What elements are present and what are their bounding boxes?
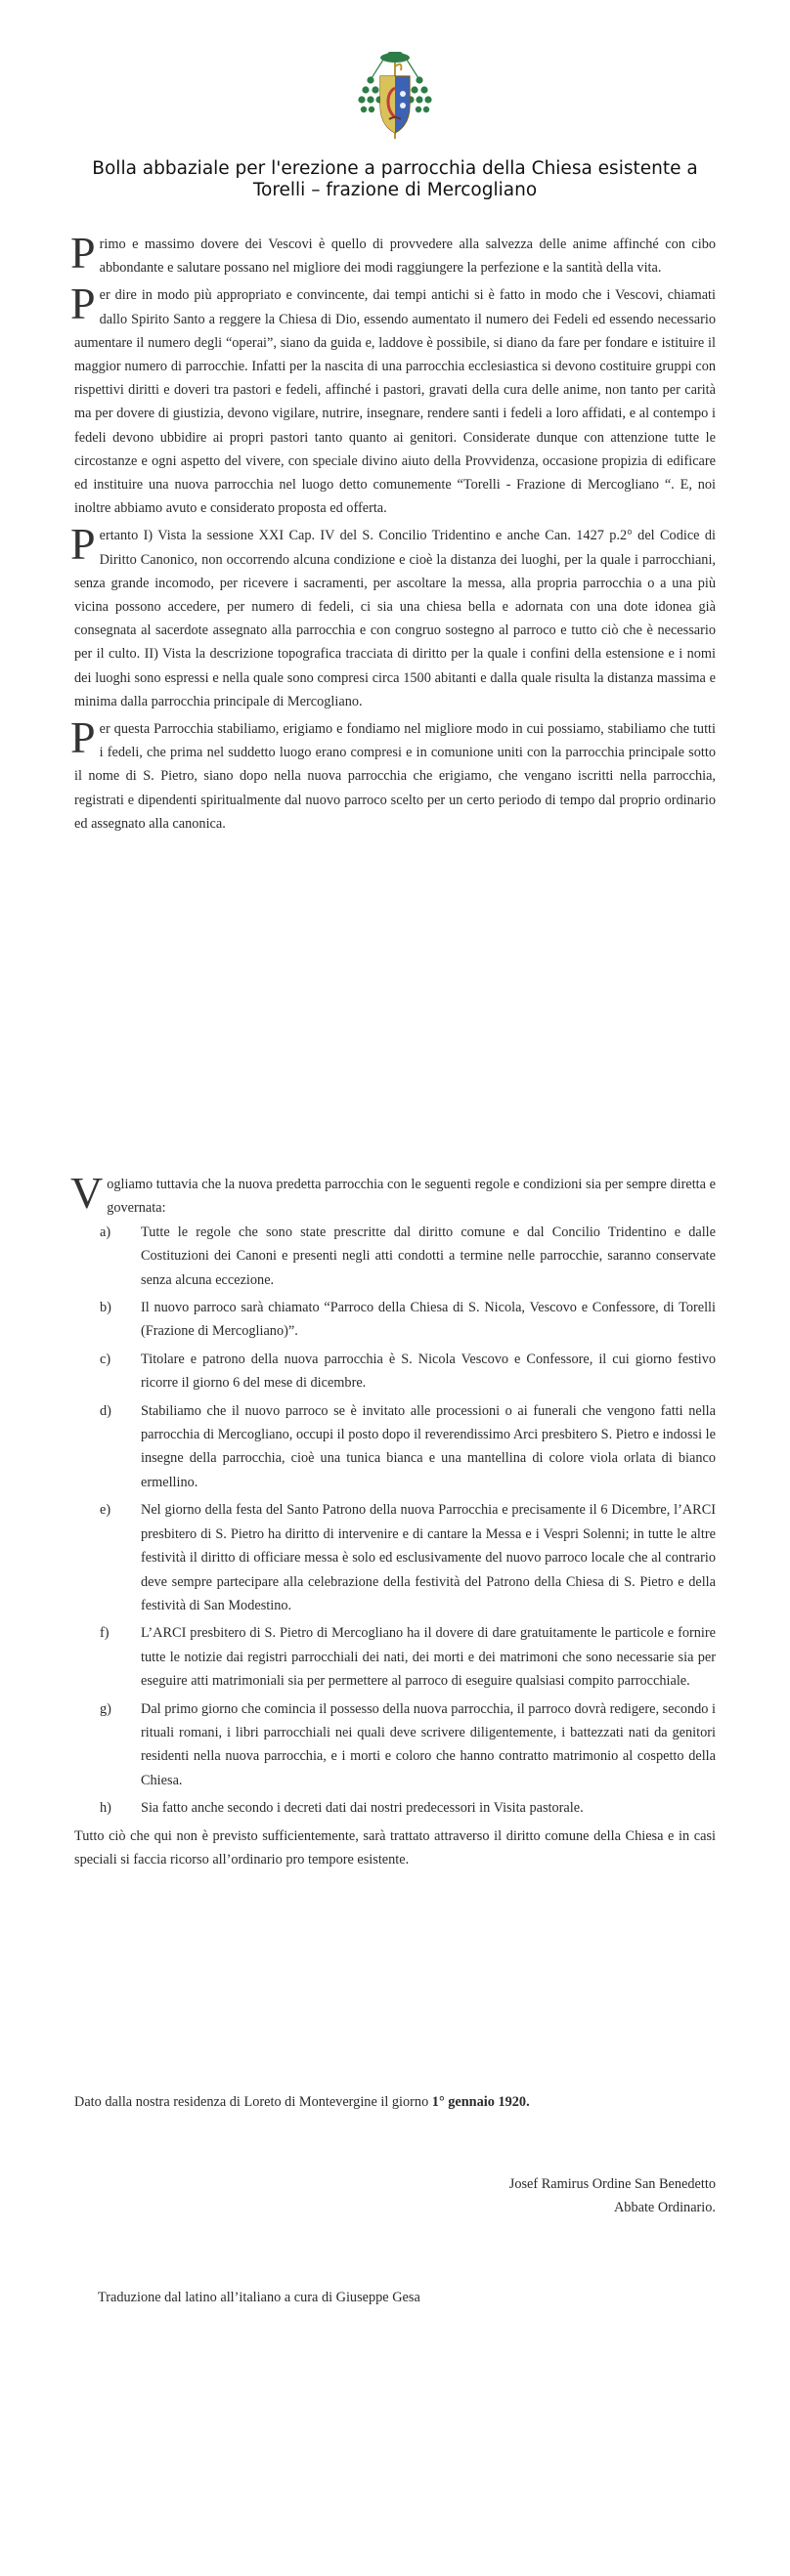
list-marker: d) bbox=[100, 1402, 111, 1419]
list-item bbox=[100, 1399, 716, 1495]
list-item-text: Sia fatto anche secondo i decreti dati dai nostri predecessori in Visita pastorale. bbox=[141, 1800, 584, 1817]
list-item-text: Tutte le regole che sono state prescritte dal diritto comune e dal Concilio Tridentino e dalle Costituzioni dei Canoni e presenti negli atti condotti a termine nelle parrocchie, saranno conservate senza alcuna eccezione. bbox=[141, 1224, 716, 1288]
list-item-text: Dal primo giorno che comincia il possesso della nuova parrocchia, il parroco dovrà redigere, secondo i rituali romani, i libri parrocchiali nei quali deve scrivere diligentemente, i battezzati nati da genitori residenti nella nuova parrocchia, e i morti e coloro che hanno contratto matrimonio al cospetto della Chiesa. bbox=[141, 1700, 716, 1788]
list-item bbox=[100, 1621, 716, 1693]
conditions-closing: Tutto ciò che qui non è previsto sufficientemente, sarà trattato attraverso il diritto comune della Chiesa e in casi speciali si faccia ricorso all’ordinario pro tempore esistente. bbox=[74, 1827, 716, 1868]
date-line bbox=[74, 2094, 530, 2111]
conditions-section bbox=[70, 1168, 716, 1871]
signatory-role: Abbate Ordinario. bbox=[613, 2200, 716, 2215]
conditions-list bbox=[74, 1221, 716, 1821]
signature-block bbox=[509, 2172, 716, 2219]
list-item-text: L’ARCI presbitero di S. Pietro di Mercogliano ha il dovere di dare gratuitamente le particole e fornire tutte le notizie dai registri parrocchiali dei nati, dei morti e dei matrimoni che sono necessarie sia per eseguire atti matrimoniali sia per permettere al parroco di eseguire qualsiasi compito parrocchiale. bbox=[141, 1625, 716, 1690]
body-text bbox=[70, 228, 716, 839]
translation-note: Traduzione dal latino all’italiano a cura di Giuseppe Gesa bbox=[98, 2290, 420, 2305]
title-line-2: Torelli – frazione di Mercogliano bbox=[252, 180, 538, 200]
date-prefix: Dato dalla nostra residenza di Loreto di Montevergine il giorno bbox=[74, 2094, 432, 2110]
paragraph-1: Primo e massimo dovere dei Vescovi è quello di provvedere alla salvezza delle anime affinché con cibo abbondante e salutare possano nel migliore dei modi raggiungere la perfezione e la santità della vita. bbox=[70, 228, 716, 278]
list-marker: g) bbox=[100, 1700, 111, 1717]
list-item bbox=[100, 1796, 716, 1820]
conditions-intro: Vogliamo tuttavia che la nuova predetta parrocchia con le seguenti regole e condizioni sia per sempre diretta e governata: bbox=[70, 1168, 716, 1218]
list-marker: f) bbox=[100, 1625, 110, 1642]
abbatial-coat-of-arms-icon bbox=[354, 49, 436, 143]
list-item bbox=[100, 1498, 716, 1617]
list-item bbox=[100, 1296, 716, 1344]
list-marker: h) bbox=[100, 1800, 111, 1817]
issue-date: 1° gennaio 1920. bbox=[431, 2094, 530, 2110]
paragraph-2: Per dire in modo più appropriato e convincente, dai tempi antichi si è fatto in modo che i Vescovi, chiamati dallo Spirito Santo a reggere la Chiesa di Dio, essendo aumentato il numero dei Fedeli ed essendo necessario aumentare il numero degli “operai”, siano da guida e, laddove è possibile, si diano da fare per fondare e istituire il maggior numero di parrocchie. Infatti per la nascita di una parrocchia ecclesiastica si devono costituire gruppi con rispettivi diritti e doveri tra pastori e fedeli, affinché i pastori, gravati della cura delle anime, non tanto per carità ma per dovere di giustizia, devono vigilare, nutrire, insegnare, rendere santi i fedeli a loro affidati, e al contempo i fedeli devono ubbidire ai propri pastori tanto quanto ai genitori. Considerate dunque con attenzione tutte le circostanze e ogni aspetto del vivere, con speciale divino aiuto della Provvidenza, occasione propizia di edificare ed instituire una nuova parrocchia nel luogo detto comunemente “Torelli - Frazione di Mercogliano “. E, noi inoltre abbiamo avuto e considerato proposta ed offerta. bbox=[70, 279, 716, 517]
list-item bbox=[100, 1697, 716, 1793]
list-marker: a) bbox=[100, 1224, 111, 1240]
list-item bbox=[100, 1348, 716, 1395]
paragraph-3: Pertanto I) Vista la sessione XXI Cap. IV del S. Concilio Tridentino e anche Can. 1427 p.2° del Codice di Diritto Canonico, non occorrendo alcuna condizione e cioè la distanza dei luoghi, per la quale i parrocchiani, senza grande incomodo, per ricevere i sacramenti, per ascoltare la messa, alla propria parrocchia o a una più vicina possono accedere, per numero di fedeli, ci sia una chiesa bella e adornata con una dote idonea già consegnata al sacerdote assegnato alla parrocchia e con congruo sostegno al parroco e tutto ciò che è necessario per il culto. II) Vista la descrizione topografica tracciata di diritto per la quale i confini della estensione e i nomi dei luoghi sono espressi e nella quale sono compresi circa 1500 abitanti e dalla quale risulta la distanza massima e minima dalla parrocchia principale di Mercogliano. bbox=[70, 519, 716, 709]
list-item-text: Il nuovo parroco sarà chiamato “Parroco della Chiesa di S. Nicola, Vescovo e Confessore, di Torelli (Frazione di Mercogliano)”. bbox=[141, 1300, 716, 1340]
list-item-text: Nel giorno della festa del Santo Patrono della nuova Parrocchia e precisamente il 6 Dicembre, l’ARCI presbitero di S. Pietro ha diritto di intervenire e di cantare la Messa e i Vespri Solenni; in tutte le altre festività il diritto di officiare messa è solo ed esclusivamente del nuovo parroco locale che al contrario deve sempre partecipare alla celebrazione della festività del Patrono della Chiesa di S. Pietro e della festività di San Modestino. bbox=[141, 1502, 716, 1613]
list-marker: c) bbox=[100, 1351, 111, 1367]
list-marker: b) bbox=[100, 1300, 111, 1316]
list-item bbox=[100, 1221, 716, 1292]
list-item-text: Titolare e patrono della nuova parrocchia è S. Nicola Vescovo e Confessore, il cui giorno festivo ricorre il giorno 6 del mese di dicembre. bbox=[141, 1351, 716, 1392]
paragraph-4: Per questa Parrocchia stabiliamo, erigiamo e fondiamo nel migliore modo in cui possiamo, stabiliamo che tutti i fedeli, che prima nel suddetto luogo erano compresi e in comunione uniti con la parrocchia principale sotto il nome di S. Pietro, siano dopo nella nuova parrocchia che erigiamo, che vengano iscritti nella parrocchia, registrati e dipendenti spiritualmente dal nuovo parroco scelto per un certo periodo di tempo dal proprio ordinario ed assegnato alla canonica. bbox=[70, 712, 716, 832]
title-line-1: Bolla abbaziale per l'erezione a parrocchia della Chiesa esistente a bbox=[92, 158, 698, 179]
signatory-name: Josef Ramirus Ordine San Benedetto bbox=[508, 2176, 716, 2192]
list-marker: e) bbox=[100, 1502, 111, 1519]
list-item-text: Stabiliamo che il nuovo parroco se è invitato alle processioni o ai funerali che vengono fatti nella parrocchia di Mercogliano, occupi il posto dopo il reverendissimo Arci presbitero S. Pietro e indossi le insegne della parrocchia, cioè una tunica bianca e una mantellina di colore viola orlata di bianco ermellino. bbox=[141, 1402, 716, 1490]
document-title bbox=[59, 158, 731, 201]
